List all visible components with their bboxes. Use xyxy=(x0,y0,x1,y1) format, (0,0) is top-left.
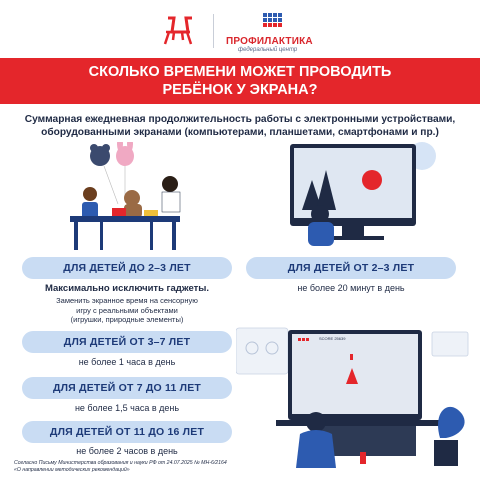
banner-title-line1: СКОЛЬКО ВРЕМЕНИ МОЖЕТ ПРОВОДИТЬ xyxy=(88,64,392,80)
age-label-2-3: ДЛЯ ДЕТЕЙ ОТ 2–3 ЛЕТ xyxy=(246,257,456,279)
game-score: SCORE 25639 xyxy=(319,336,346,341)
child-at-computer-illustration xyxy=(282,140,442,254)
brand-subtitle: федеральный центр xyxy=(238,47,298,53)
note-line2: игру с реальными объектами xyxy=(76,305,178,315)
footer-line2: «О направлении методических рекомендаций» xyxy=(14,467,130,473)
footer-line1: Согласно Письму Министерства образования и науки РФ от 24.07.2025 № МН-6/2164 xyxy=(14,460,227,466)
banner-title-line2: РЕБЁНОК У ЭКРАНА? xyxy=(162,82,318,98)
age-label-3-7: ДЛЯ ДЕТЕЙ ОТ 3–7 ЛЕТ xyxy=(22,331,232,353)
note-line1: Заменить экранное время на сенсорную xyxy=(56,296,198,305)
age-label-0-3: ДЛЯ ДЕТЕЙ ДО 2–3 ЛЕТ xyxy=(22,257,232,279)
note-line3: (игрушки, природные элементы) xyxy=(70,315,184,324)
brand-title: ПРОФИЛАКТИКА xyxy=(226,36,313,47)
teen-gaming-illustration xyxy=(236,318,474,468)
recommendation-0-3: Максимально исключить гаджеты. xyxy=(44,283,210,294)
recommendation-7-11: не более 1,5 часа в день xyxy=(74,403,180,413)
banner-title xyxy=(20,63,460,99)
age-label-11-16: ДЛЯ ДЕТЕЙ ОТ 11 ДО 16 ЛЕТ xyxy=(22,421,232,443)
footer-note xyxy=(14,460,227,474)
brand-grid-icon xyxy=(262,12,284,32)
intro-line1: Суммарная ежедневная продолжительность работы с электронными устройствами, xyxy=(24,114,456,125)
chair-logo-icon xyxy=(160,14,196,46)
recommendation-2-3: не более 20 минут в день xyxy=(297,283,405,293)
intro-line2: оборудованными экранами (компьютерами, планшетами, смартфонами и пр.) xyxy=(41,127,439,138)
recommendation-3-7: не более 1 часа в день xyxy=(78,357,176,367)
age-label-7-11: ДЛЯ ДЕТЕЙ ОТ 7 ДО 11 ЛЕТ xyxy=(22,377,232,399)
recommendation-note-0-3 xyxy=(22,296,232,325)
header-divider xyxy=(213,14,214,48)
recommendation-11-16: не более 2 часов в день xyxy=(76,446,178,456)
kids-playing-illustration xyxy=(60,142,200,254)
intro-text xyxy=(12,113,468,139)
